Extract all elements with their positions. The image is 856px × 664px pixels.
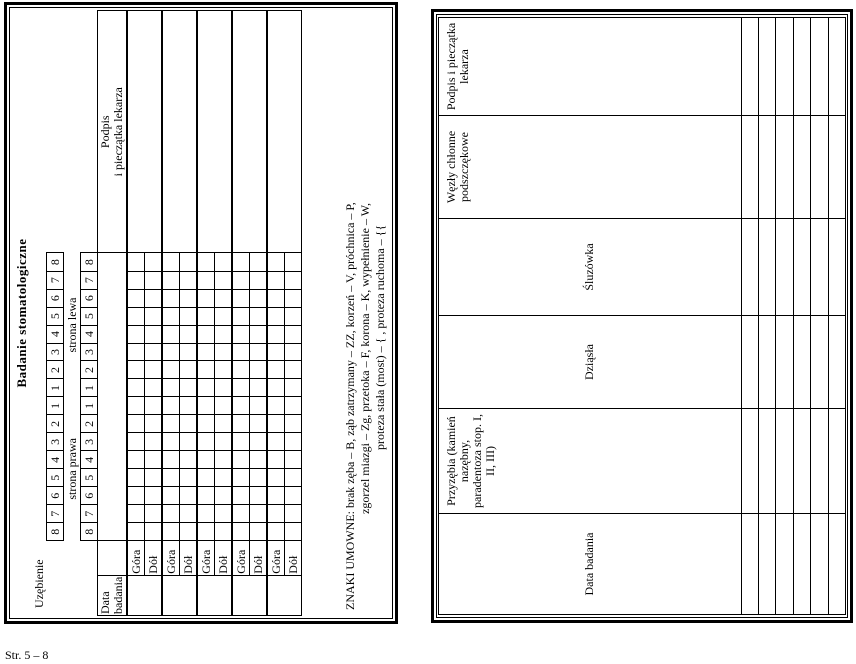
exam-cell	[759, 116, 776, 219]
tooth-cell	[250, 343, 268, 361]
tooth-cell	[232, 271, 250, 289]
tooth-cell	[267, 361, 285, 379]
exam-row	[793, 18, 810, 615]
tooth-cell	[127, 451, 145, 469]
tooth-cell	[180, 379, 198, 397]
lower-tooth-header: 3	[81, 433, 98, 451]
tooth-cell	[267, 289, 285, 307]
exam-cell	[776, 219, 793, 316]
lower-tooth-header: 8	[81, 523, 98, 541]
lower-tooth-header: 2	[81, 361, 98, 379]
tooth-cell	[127, 523, 145, 541]
upper-tooth-header: 8	[47, 253, 64, 271]
jaw-label: Dół	[180, 541, 198, 576]
tooth-cell	[197, 469, 215, 487]
exam-cell	[776, 514, 793, 615]
tooth-cell	[162, 379, 180, 397]
upper-tooth-header: 6	[47, 289, 64, 307]
signature-cell	[127, 11, 162, 254]
lower-tooth-header: 3	[81, 343, 98, 361]
signature-cell	[162, 11, 197, 254]
tooth-cell	[232, 415, 250, 433]
header-periodontium: Przyzębia (kamień nazębny, paradentoza stop. I, II, III)	[439, 409, 742, 514]
tooth-cell	[215, 343, 233, 361]
tooth-cell	[267, 487, 285, 505]
exam-cell	[793, 18, 810, 116]
signature-cell	[232, 11, 267, 254]
tooth-cell	[162, 397, 180, 415]
tooth-cell	[285, 397, 302, 415]
exam-cell	[828, 116, 845, 219]
tooth-cell	[232, 361, 250, 379]
tooth-cell	[250, 415, 268, 433]
lower-tooth-header: 5	[81, 469, 98, 487]
tooth-cell	[267, 415, 285, 433]
tooth-cell	[215, 379, 233, 397]
tooth-cell	[285, 379, 302, 397]
exam-cell	[741, 18, 758, 116]
tooth-cell	[180, 289, 198, 307]
signature-cell	[267, 11, 302, 254]
tooth-cell	[215, 271, 233, 289]
exam-cell	[776, 409, 793, 514]
tooth-cell	[127, 469, 145, 487]
tooth-cell	[162, 451, 180, 469]
upper-tooth-header: 7	[47, 271, 64, 289]
tooth-cell	[127, 415, 145, 433]
tooth-cell	[232, 289, 250, 307]
tooth-cell	[232, 505, 250, 523]
exam-row	[127, 11, 145, 616]
tooth-cell	[145, 451, 163, 469]
tooth-cell	[180, 361, 198, 379]
tooth-cell	[267, 451, 285, 469]
lower-tooth-header: 6	[81, 487, 98, 505]
tooth-cell	[197, 505, 215, 523]
tooth-cell	[250, 271, 268, 289]
tooth-cell	[197, 289, 215, 307]
exam-row	[776, 18, 793, 615]
jaw-label: Dół	[285, 541, 302, 576]
tooth-cell	[285, 451, 302, 469]
jaw-label: Dół	[145, 541, 163, 576]
tooth-cell	[162, 505, 180, 523]
tooth-cell	[267, 505, 285, 523]
tooth-cell	[197, 361, 215, 379]
exam-cell	[811, 219, 828, 316]
exam-cell	[741, 514, 758, 615]
tooth-cell	[162, 415, 180, 433]
upper-tooth-header: 1	[47, 379, 64, 397]
tooth-cell	[267, 523, 285, 541]
uzebienie-label: Uzębienie	[32, 559, 46, 608]
tooth-cell	[197, 325, 215, 343]
tooth-cell	[197, 433, 215, 451]
tooth-cell	[215, 451, 233, 469]
dental-exam-content	[10, 10, 392, 616]
tooth-cell	[145, 289, 163, 307]
tooth-cell	[232, 253, 250, 271]
tooth-cell	[285, 469, 302, 487]
date-cell	[162, 575, 197, 615]
tooth-cell	[180, 253, 198, 271]
date-cell	[127, 575, 162, 615]
tooth-cell	[197, 523, 215, 541]
exam-cell	[759, 409, 776, 514]
tooth-cell	[145, 415, 163, 433]
tooth-cell	[250, 433, 268, 451]
exam-cell	[793, 514, 810, 615]
exam-cell	[759, 18, 776, 116]
header-mucosa: Śluzówka	[439, 219, 742, 316]
date-cell	[267, 575, 302, 615]
date-header: Data badania	[98, 576, 125, 614]
tooth-cell	[127, 433, 145, 451]
exam-cell	[776, 18, 793, 116]
tooth-cell	[285, 433, 302, 451]
tooth-cell	[232, 379, 250, 397]
tooth-cell	[127, 343, 145, 361]
exam-row	[741, 18, 758, 615]
lower-tooth-header: 7	[81, 271, 98, 289]
upper-tooth-header: 8	[47, 523, 64, 541]
upper-tooth-header: 4	[47, 325, 64, 343]
exam-cell	[759, 514, 776, 615]
exam-cell	[793, 219, 810, 316]
tooth-cell	[285, 361, 302, 379]
lower-tooth-header: 1	[81, 397, 98, 415]
card-title: Badanie stomatologiczne	[14, 238, 29, 388]
tooth-cell	[162, 253, 180, 271]
tooth-cell	[267, 271, 285, 289]
header-lymph-nodes: Węzły chłonne podszczękowe	[439, 116, 742, 219]
tooth-cell	[197, 307, 215, 325]
tooth-cell	[145, 397, 163, 415]
exam-cell	[811, 116, 828, 219]
date-cell	[232, 575, 267, 615]
tooth-cell	[127, 253, 145, 271]
exam-cell	[759, 316, 776, 409]
exam-row	[267, 11, 285, 616]
tooth-cell	[180, 325, 198, 343]
tooth-cell	[145, 361, 163, 379]
tooth-cell	[215, 433, 233, 451]
tooth-cell	[267, 379, 285, 397]
jaw-label: Góra	[197, 541, 215, 576]
tooth-cell	[267, 343, 285, 361]
tooth-cell	[127, 379, 145, 397]
tooth-cell	[145, 325, 163, 343]
tooth-cell	[232, 451, 250, 469]
lower-tooth-header: 8	[81, 253, 98, 271]
jaw-label: Góra	[232, 541, 250, 576]
tooth-cell	[180, 307, 198, 325]
tooth-cell	[215, 361, 233, 379]
exam-cell	[811, 514, 828, 615]
legend-line-2: zgorzel miazgi – Zg, przetoka – F, korona – K, wypełnienie – W,	[358, 203, 372, 514]
legend-line-3: proteza stała (most) – { , proteza ruchoma – {{	[373, 224, 387, 450]
jaw-label: Dół	[215, 541, 233, 576]
tooth-cell	[145, 271, 163, 289]
tooth-cell	[162, 289, 180, 307]
exam-row	[162, 11, 180, 616]
tooth-cell	[127, 361, 145, 379]
exam-cell	[776, 116, 793, 219]
tooth-cell	[197, 451, 215, 469]
lower-tooth-header: 6	[81, 289, 98, 307]
tooth-cell	[197, 397, 215, 415]
periodontal-table	[438, 17, 846, 615]
upper-tooth-header: 7	[47, 505, 64, 523]
exam-cell	[811, 409, 828, 514]
tooth-cell	[197, 343, 215, 361]
date-cell	[197, 575, 232, 615]
exam-cell	[828, 409, 845, 514]
exam-cell	[759, 219, 776, 316]
tooth-cell	[285, 523, 302, 541]
tooth-cell	[215, 415, 233, 433]
tooth-cell	[197, 271, 215, 289]
signature-cell	[197, 11, 232, 254]
tooth-cell	[180, 433, 198, 451]
tooth-cell	[267, 433, 285, 451]
header-gums: Dziąsła	[439, 316, 742, 409]
tooth-cell	[232, 469, 250, 487]
tooth-cell	[180, 469, 198, 487]
signature-header: Podpis i pieczątka lekarza	[98, 11, 128, 254]
tooth-cell	[232, 343, 250, 361]
tooth-cell	[250, 253, 268, 271]
tooth-cell	[215, 397, 233, 415]
tooth-cell	[232, 307, 250, 325]
tooth-cell	[145, 505, 163, 523]
exam-cell	[741, 316, 758, 409]
tooth-cell	[145, 307, 163, 325]
upper-tooth-header: 1	[47, 397, 64, 415]
upper-tooth-header: 5	[47, 469, 64, 487]
exam-row	[828, 18, 845, 615]
jaw-label: Dół	[250, 541, 268, 576]
periodontal-exam-content	[438, 17, 846, 615]
tooth-cell	[267, 253, 285, 271]
tooth-cell	[127, 397, 145, 415]
exam-cell	[828, 514, 845, 615]
tooth-cell	[145, 379, 163, 397]
exam-cell	[828, 219, 845, 316]
tooth-cell	[162, 271, 180, 289]
tooth-cell	[250, 289, 268, 307]
upper-tooth-header: 2	[47, 361, 64, 379]
exam-row	[759, 18, 776, 615]
upper-tooth-header: 2	[47, 415, 64, 433]
exam-cell	[741, 409, 758, 514]
legend	[343, 16, 388, 610]
tooth-cell	[180, 397, 198, 415]
tooth-cell	[162, 523, 180, 541]
tooth-cell	[267, 325, 285, 343]
exam-cell	[741, 219, 758, 316]
jaw-label: Góra	[127, 541, 145, 576]
tooth-cell	[162, 343, 180, 361]
tooth-cell	[285, 289, 302, 307]
tooth-cell	[215, 325, 233, 343]
upper-tooth-header: 5	[47, 307, 64, 325]
teeth-table	[46, 10, 302, 616]
tooth-cell	[145, 523, 163, 541]
tooth-cell	[215, 253, 233, 271]
tooth-cell	[285, 415, 302, 433]
tooth-cell	[250, 469, 268, 487]
tooth-cell	[267, 397, 285, 415]
tooth-cell	[162, 469, 180, 487]
tooth-cell	[250, 487, 268, 505]
jaw-label: Góra	[267, 541, 285, 576]
lower-tooth-header: 4	[81, 451, 98, 469]
tooth-cell	[145, 469, 163, 487]
tooth-cell	[162, 307, 180, 325]
tooth-cell	[250, 307, 268, 325]
upper-tooth-header: 3	[47, 343, 64, 361]
tooth-cell	[145, 343, 163, 361]
tooth-cell	[197, 415, 215, 433]
tooth-cell	[197, 253, 215, 271]
tooth-cell	[162, 487, 180, 505]
tooth-cell	[285, 253, 302, 271]
page-footer: Str. 5 – 8	[5, 648, 49, 662]
upper-tooth-header: 6	[47, 487, 64, 505]
lower-tooth-header: 7	[81, 505, 98, 523]
tooth-cell	[180, 523, 198, 541]
tooth-cell	[215, 307, 233, 325]
exam-row	[232, 11, 250, 616]
tooth-cell	[215, 487, 233, 505]
exam-cell	[776, 316, 793, 409]
tooth-cell	[285, 487, 302, 505]
tooth-cell	[267, 307, 285, 325]
tooth-cell	[232, 487, 250, 505]
tooth-cell	[215, 523, 233, 541]
exam-cell	[811, 18, 828, 116]
tooth-cell	[197, 379, 215, 397]
tooth-cell	[127, 289, 145, 307]
exam-cell	[828, 18, 845, 116]
tooth-cell	[180, 271, 198, 289]
tooth-cell	[250, 523, 268, 541]
tooth-cell	[285, 343, 302, 361]
tooth-cell	[232, 523, 250, 541]
tooth-cell	[145, 253, 163, 271]
exam-cell	[741, 116, 758, 219]
exam-cell	[811, 316, 828, 409]
tooth-cell	[250, 379, 268, 397]
header-row	[439, 18, 742, 615]
tooth-cell	[127, 325, 145, 343]
tooth-cell	[127, 307, 145, 325]
tooth-cell	[285, 505, 302, 523]
header-date: Data badania	[439, 514, 742, 615]
tooth-cell	[180, 415, 198, 433]
exam-row	[197, 11, 215, 616]
tooth-cell	[215, 469, 233, 487]
tooth-cell	[145, 487, 163, 505]
lower-tooth-header: 1	[81, 379, 98, 397]
tooth-cell	[250, 505, 268, 523]
tooth-cell	[215, 505, 233, 523]
tooth-cell	[162, 361, 180, 379]
tooth-cell	[180, 451, 198, 469]
tooth-cell	[285, 325, 302, 343]
tooth-cell	[127, 505, 145, 523]
jaw-label: Góra	[162, 541, 180, 576]
exam-row	[811, 18, 828, 615]
tooth-cell	[162, 325, 180, 343]
tooth-cell	[127, 487, 145, 505]
periodontal-exam-card	[431, 9, 853, 623]
tooth-cell	[285, 307, 302, 325]
legend-line-1: ZNAKI UMOWNE: brak zęba – B, ząb zatrzymany – ZZ, korzeń – V, próchnica – P,	[343, 202, 357, 610]
tooth-cell	[180, 343, 198, 361]
lower-tooth-header: 2	[81, 415, 98, 433]
tooth-cell	[250, 325, 268, 343]
tooth-cell	[127, 271, 145, 289]
lower-tooth-header: 4	[81, 325, 98, 343]
tooth-cell	[232, 397, 250, 415]
tooth-cell	[285, 271, 302, 289]
upper-tooth-header: 3	[47, 433, 64, 451]
exam-cell	[793, 316, 810, 409]
header-signature: Podpis i pieczątka lekarza	[439, 18, 742, 116]
tooth-cell	[197, 487, 215, 505]
exam-cell	[828, 316, 845, 409]
tooth-cell	[180, 505, 198, 523]
tooth-cell	[145, 433, 163, 451]
tooth-cell	[232, 325, 250, 343]
side-right-label: strona prawa	[65, 438, 79, 500]
tooth-cell	[250, 397, 268, 415]
exam-cell	[793, 116, 810, 219]
tooth-cell	[232, 433, 250, 451]
lower-tooth-header: 5	[81, 307, 98, 325]
tooth-cell	[250, 451, 268, 469]
tooth-cell	[215, 289, 233, 307]
dental-exam-card	[4, 2, 398, 624]
tooth-cell	[180, 487, 198, 505]
upper-tooth-header: 4	[47, 451, 64, 469]
tooth-cell	[267, 469, 285, 487]
tooth-cell	[250, 361, 268, 379]
exam-cell	[793, 409, 810, 514]
tooth-cell	[162, 433, 180, 451]
side-left-label: strona lewa	[65, 297, 79, 353]
